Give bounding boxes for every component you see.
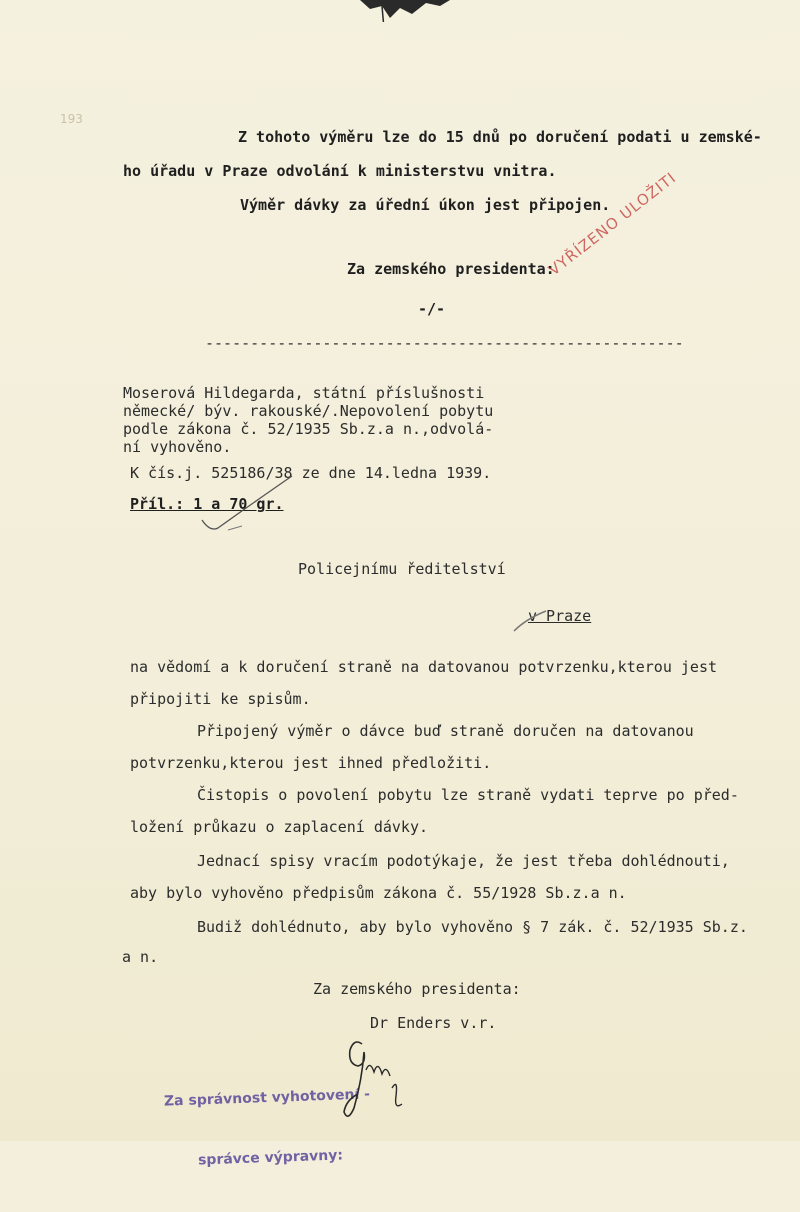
subject-line-1: Moserová Hildegarda, státní příslušnosti	[123, 384, 485, 402]
body-line-1: na vědomí a k doručení straně na datovanou potvrzenku,kterou jest	[130, 658, 717, 676]
red-stamp: VYŘÍZENO ULOŽITI	[545, 168, 680, 280]
attachment-line: Příl.: 1 a 70 gr.	[130, 495, 284, 513]
subject-line-2: německé/ býv. rakouské/.Nepovolení pobytu	[123, 402, 494, 420]
body-line-6: ložení průkazu o zaplacení dávky.	[130, 818, 429, 836]
body-line-8: aby bylo vyhověno předpisům zákona č. 55/1928 Sb.z.a n.	[130, 884, 627, 902]
body-line-9: Budiž dohlédnuto, aby bylo vyhověno § 7 zák. č. 52/1935 Sb.z.	[197, 918, 748, 936]
subject-line-3: podle zákona č. 52/1935 Sb.z.a n.,odvolá-	[123, 420, 494, 438]
body-line-7: Jednací spisy vracím podotýkaje, že jest třeba dohlédnouti,	[197, 852, 730, 870]
signature-heading-2: Za zemského presidenta:	[313, 980, 521, 998]
body-line-4: potvrzenku,kterou jest ihned předložiti.	[130, 754, 492, 772]
handwritten-signature	[340, 1030, 410, 1125]
pencil-checkmark	[200, 470, 310, 540]
signatory-name: Dr Enders v.r.	[370, 1014, 497, 1032]
subject-line-4: ní vyhověno.	[123, 438, 232, 456]
appeal-notice-line-2: ho úřadu v Praze odvolání k ministerstvu vnitra.	[123, 162, 557, 180]
body-line-2: připojiti ke spisům.	[130, 690, 311, 708]
separator-line: -----------------------------------------------------	[205, 334, 684, 352]
body-line-10: a n.	[122, 948, 159, 966]
signature-placeholder: -/-	[418, 300, 446, 318]
torn-edge-mark	[360, 0, 450, 22]
body-line-5: Čistopis o povolení pobytu lze straně vydati teprve po před-	[197, 786, 739, 804]
appeal-notice-line-1: Z tohoto výměru lze do 15 dnů po doručení podati u zemské-	[238, 128, 762, 146]
recipient-line: Policejnímu ředitelství	[298, 560, 506, 578]
fee-notice-line: Výměr dávky za úřední úkon jest připojen.	[240, 196, 611, 214]
body-line-3: Připojený výměr o dávce buď straně doručen na datovanou	[197, 722, 694, 740]
reference-line: K čís.j. 525186/38 ze dne 14.ledna 1939.	[130, 464, 492, 482]
purple-stamp-line-1: Za správnost vyhotovení -	[163, 1086, 371, 1110]
pencil-mark	[510, 605, 550, 635]
signature-heading-1: Za zemského presidenta:	[347, 260, 555, 278]
recipient-city: v Praze	[528, 607, 592, 625]
purple-stamp-line-2: správce výpravny:	[197, 1147, 344, 1169]
page-number: 193	[60, 112, 83, 126]
